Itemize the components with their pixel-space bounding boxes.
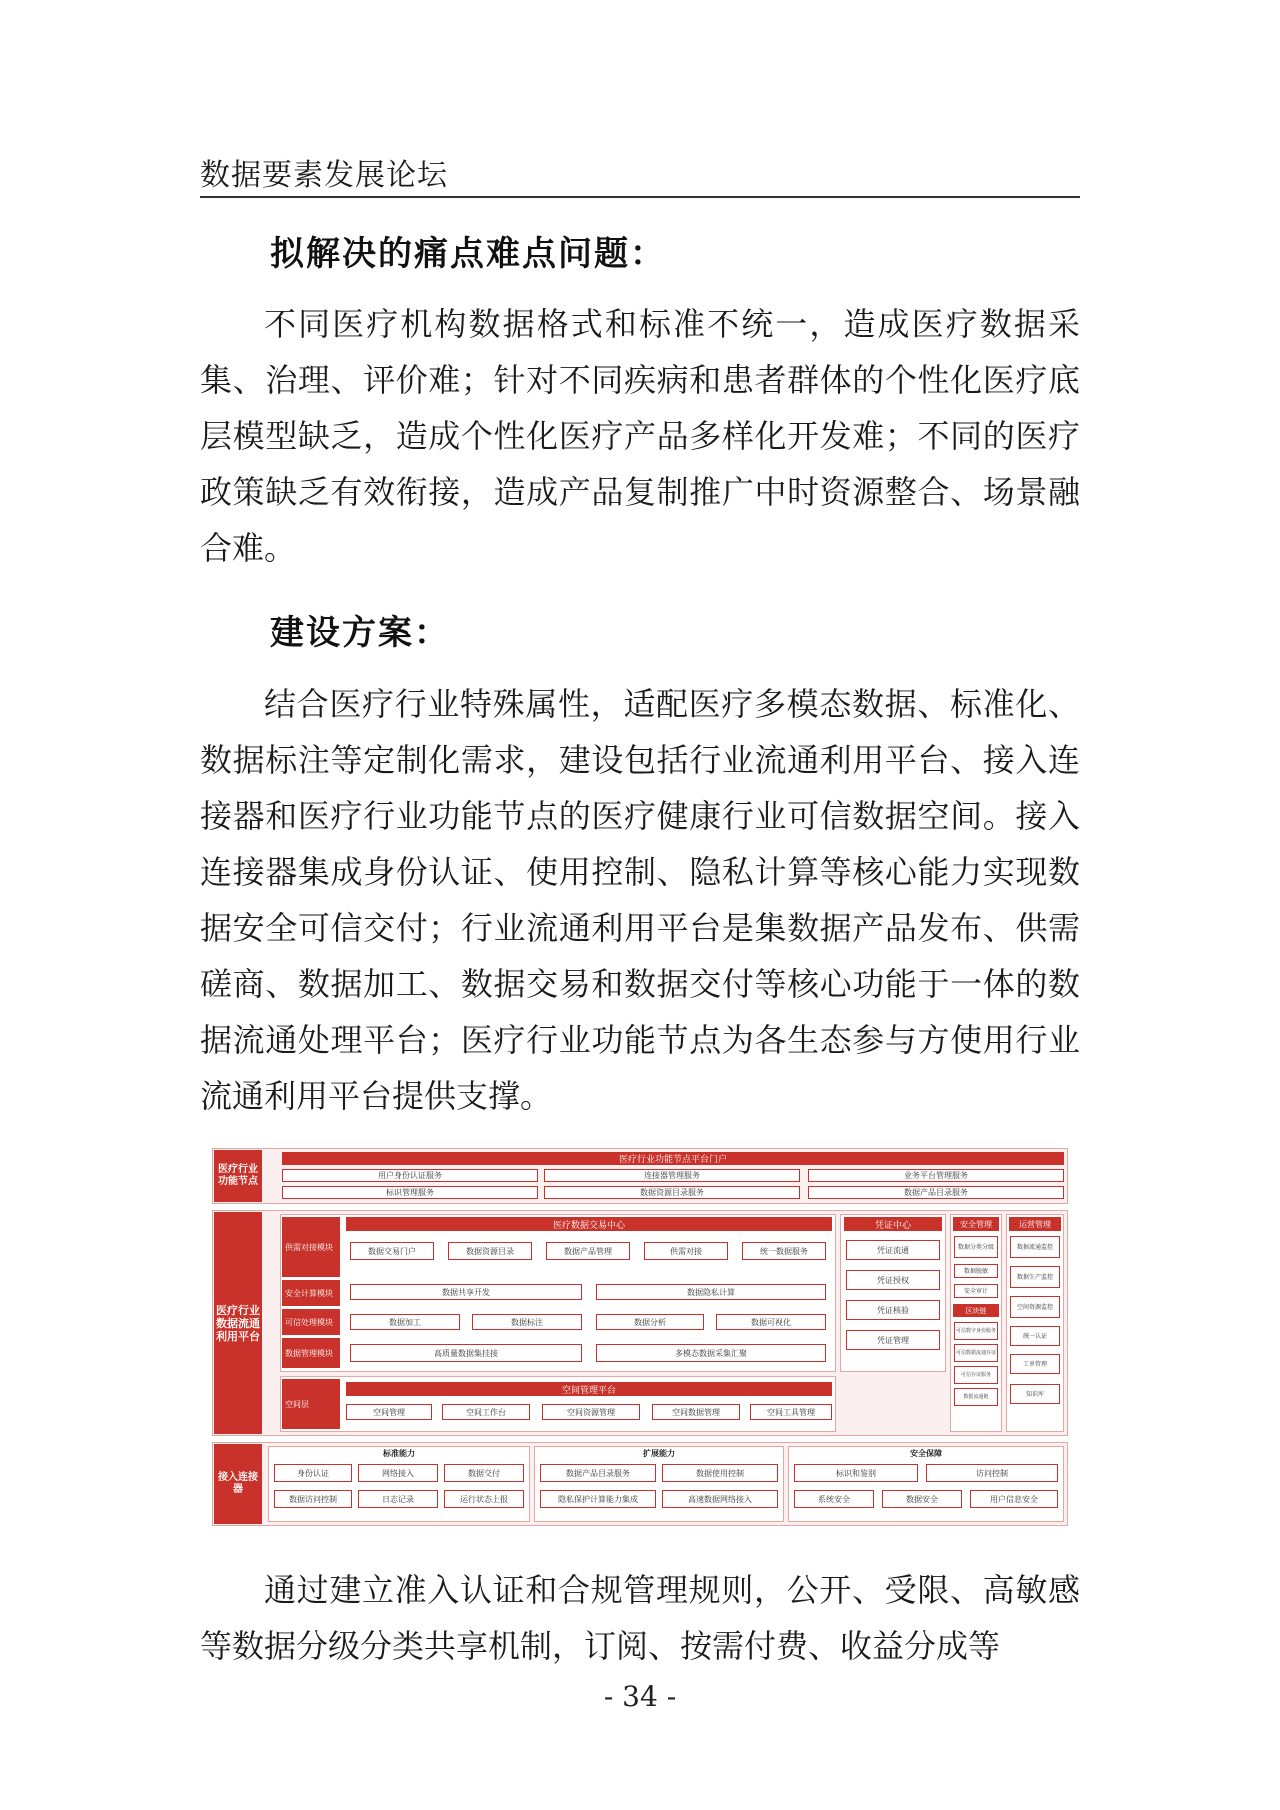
security-item: 数据脱敏 [954,1264,998,1278]
platform-label: 医疗行业数据流通利用平台 [214,1212,262,1434]
data-item: 多模态数据采集汇聚 [596,1344,826,1362]
sec-item: 标识和鉴别 [794,1464,918,1482]
space-item: 空间资源管理 [542,1404,640,1420]
std-capability-title: 标准能力 [383,1449,415,1458]
page-header: 数据要素发展论坛 [200,158,448,193]
blockchain-item: 可信存证服务 [954,1366,998,1384]
sec-item: 系统安全 [794,1490,874,1508]
ops-bar: 运营管理 [1009,1217,1061,1231]
supply-item: 供需对接 [644,1242,728,1260]
node-portal-bar: 医疗行业功能节点平台门户 [282,1152,1064,1165]
data-item: 高质量数据集挂接 [350,1344,582,1362]
cert-item: 凭证授权 [846,1270,940,1290]
node-item: 连接器管理服务 [544,1169,800,1182]
architecture-diagram [212,1148,1068,1528]
paragraph-pain-points: 不同医疗机构数据格式和标准不统一，造成医疗数据采集、治理、评价难；针对不同疾病和患者群体的个性化医疗底层模型缺乏，造成个性化医疗产品多样化开发难；不同的医疗政策缺乏有效衔接，造成产品复制推广中时资源整合、场景融合难。 [200,305,1080,567]
blockchain-item: 可信数据流通存证 [954,1344,998,1362]
supply-module-label: 供需对接模块 [282,1217,340,1277]
trusted-item: 数据可视化 [716,1314,826,1330]
trade-center-bar: 医疗数据交易中心 [346,1217,832,1231]
node-item: 用户身份认证服务 [282,1169,538,1182]
secure-item: 数据隐私计算 [596,1284,826,1300]
sec-item: 数据安全 [882,1490,962,1508]
cert-center-bar: 凭证中心 [844,1217,942,1231]
security-item: 安全审计 [954,1284,998,1298]
std-item: 数据交付 [444,1464,524,1482]
trusted-item: 数据加工 [350,1314,460,1330]
secure-module-label: 安全计算模块 [282,1280,340,1306]
trusted-item: 数据分析 [596,1314,704,1330]
paragraph-rules: 通过建立准入认证和合规管理规则，公开、受限、高敏感等数据分级分类共享机制，订阅、按需付费、收益分成等 [200,1571,1080,1665]
space-item: 空间工作台 [442,1404,530,1420]
node-item: 数据资源目录服务 [544,1186,800,1199]
ops-item: 知识库 [1010,1384,1060,1404]
supply-item: 数据资源目录 [448,1242,532,1260]
ext-item: 隐私保护计算能力集成 [540,1490,656,1508]
std-item: 运行状态上报 [444,1490,524,1508]
security-guarantee-title: 安全保障 [910,1449,942,1458]
ops-item: 工单管理 [1010,1354,1060,1374]
ops-item: 统一认证 [1010,1326,1060,1346]
supply-item: 统一数据服务 [742,1242,826,1260]
blockchain-bar: 区块链 [953,1304,999,1317]
security-bar: 安全管理 [953,1217,999,1231]
connector-label: 接入连接器 [214,1444,262,1524]
header-rule [200,196,1080,198]
secure-item: 数据共享开发 [350,1284,582,1300]
page-number: - 34 - [603,1680,677,1713]
node-item: 数据产品目录服务 [808,1186,1064,1199]
node-item: 业务平台管理服务 [808,1169,1064,1182]
paragraph-plan: 结合医疗行业特殊属性，适配医疗多模态数据、标准化、数据标注等定制化需求，建设包括行业流通利用平台、接入连接器和医疗行业功能节点的医疗健康行业可信数据空间。接入连接器集成身份认证、使用控制、隐私计算等核心能力实现数据安全可信交付；行业流通利用平台是集数据产品发布、供需磋商、数据加工、数据交易和数据交付等核心功能于一体的数据流通处理平台；医疗行业功能节点为各生态参与方使用行业流通利用平台提供支撑。 [200,685,1080,1115]
ext-item: 数据使用控制 [662,1464,778,1482]
std-item: 数据访问控制 [274,1490,352,1508]
std-item: 身份认证 [274,1464,352,1482]
std-item: 日志记录 [358,1490,438,1508]
space-item: 空间工具管理 [750,1404,832,1420]
function-node-label: 医疗行业功能节点 [214,1150,262,1202]
space-item: 空间数据管理 [652,1404,740,1420]
ops-item: 数据生产监控 [1010,1266,1060,1288]
blockchain-item: 可信数字身份服务 [954,1322,998,1340]
ops-item: 空间资源监控 [1010,1296,1060,1318]
sec-item: 访问控制 [926,1464,1058,1482]
blockchain-item: 数据流通链 [954,1388,998,1406]
space-item: 空间管理 [346,1404,432,1420]
section-title-pain-points: 拟解决的痛点难点问题： [270,234,666,274]
ext-item: 高速数据网络接入 [662,1490,778,1508]
ops-item: 数据流通监控 [1010,1236,1060,1258]
sec-item: 用户信息安全 [970,1490,1058,1508]
trusted-module-label: 可信处理模块 [282,1309,340,1335]
data-module-label: 数据管理模块 [282,1338,340,1368]
space-layer-label: 空间层 [282,1379,340,1429]
ext-capability-title: 扩展能力 [643,1449,675,1458]
cert-item: 凭证流通 [846,1240,940,1260]
supply-item: 数据交易门户 [350,1242,434,1260]
ext-item: 数据产品目录服务 [540,1464,656,1482]
node-item: 标识管理服务 [282,1186,538,1199]
trusted-item: 数据标注 [472,1314,582,1330]
std-item: 网络接入 [358,1464,438,1482]
supply-item: 数据产品管理 [546,1242,630,1260]
cert-item: 凭证核验 [846,1300,940,1320]
security-item: 数据分类分级 [954,1236,998,1258]
cert-item: 凭证管理 [846,1330,940,1350]
space-platform-bar: 空间管理平台 [346,1382,832,1396]
section-title-plan: 建设方案： [270,613,450,653]
